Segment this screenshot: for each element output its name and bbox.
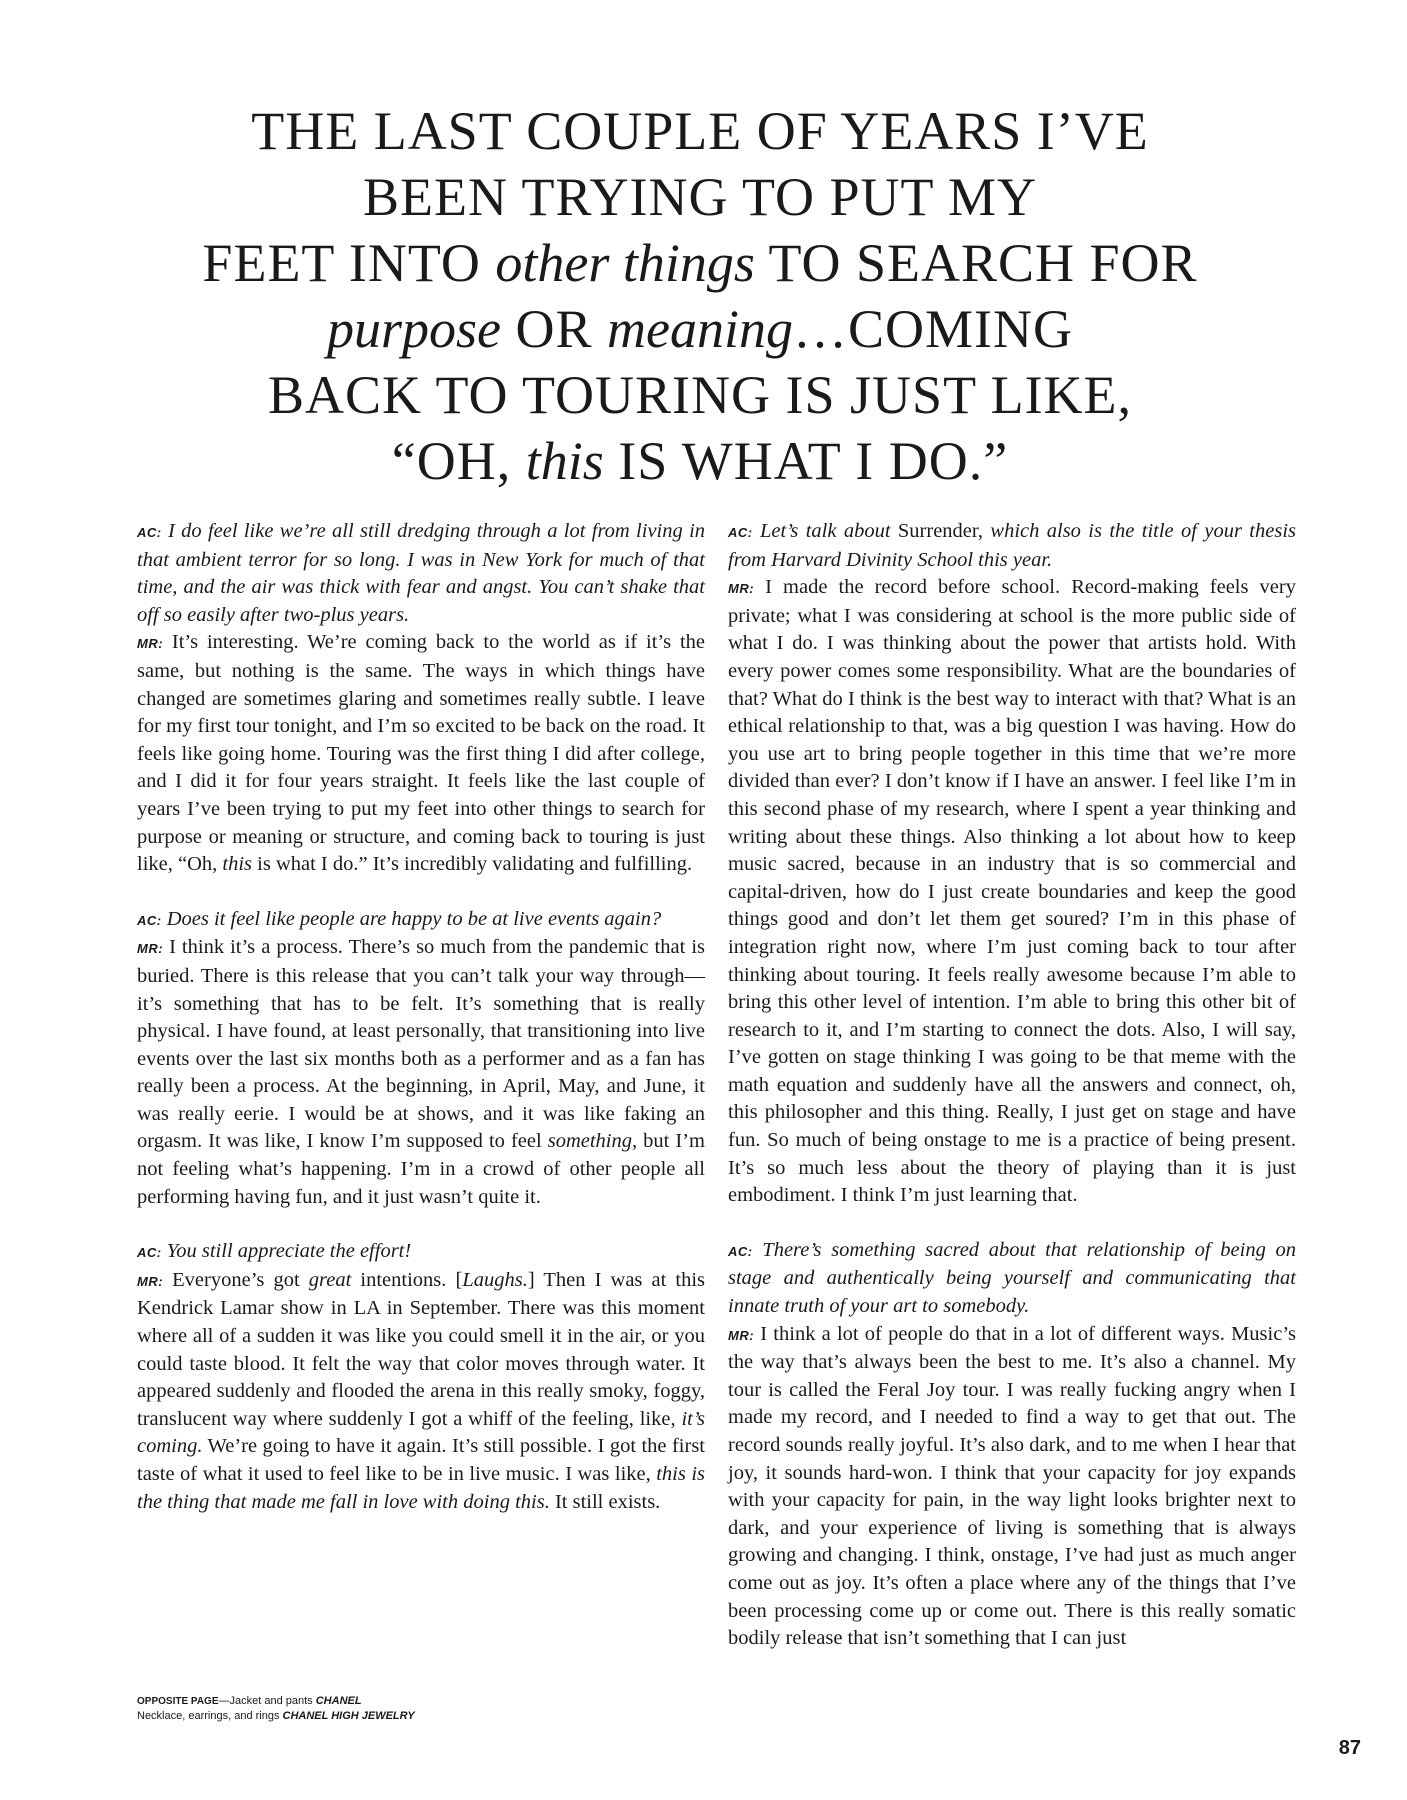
speaker-label-mr: MR: — [728, 581, 755, 597]
page-number: 87 — [1338, 1737, 1361, 1759]
answer-paragraph: MR: It’s interesting. We’re coming back to the world as if it’s the same, but nothing is the same. The ways in which things have changed are sometimes glaring and sometimes really subtle. I leave for my first tour tonight, and I’m so excited to be back on the road. It feels like going home. Touring was the first thing I did after college, and I did it for four years straight. It feels like the last couple of years I’ve been trying to put my feet into other things to search for purpose or meaning or structure, and coming back to touring is just like, “Oh, this is what I do.” It’s incredibly validating and fulfilling. — [137, 631, 705, 876]
pull-quote-line: FEET INTO other things TO SEARCH FOR — [202, 233, 1198, 293]
speaker-label-ac: AC: — [728, 525, 753, 540]
speaker-label-mr: MR: — [137, 1273, 164, 1289]
pull-quote-line: BACK TO TOURING IS JUST LIKE, — [267, 365, 1133, 425]
question-paragraph: AC: There’s something sacred about that relationship of being on stage and authentically being yourself and communicating that innate truth of your art to somebody. — [728, 1238, 1297, 1318]
pull-quote-line: “OH, this IS WHAT I DO.” — [391, 431, 1009, 491]
question-paragraph: AC: I do feel like we’re all still dredging through a lot from living in that ambient terror for so long. I was in New York for much of that time, and the air was thick with fear and angst. You can’t shake that off so easily after two-plus years. — [137, 520, 706, 626]
pull-quote — [160, 98, 1240, 494]
question-paragraph: AC: Let’s talk about Surrender, which also is the title of your thesis from Harvard Divinity School this year. — [728, 520, 1296, 571]
credit-line: OPPOSITE PAGE—Jacket and pants CHANEL — [137, 1695, 362, 1707]
speaker-label-mr: MR: — [728, 1327, 755, 1343]
answer-paragraph: MR: I think it’s a process. There’s so much from the pandemic that is buried. There is this release that you can’t talk your way through—it’s something that has to be felt. It’s something that is really physical. I have found, at least personally, that transitioning into live events over the last six months both as a performer and as a fan has really been a process. At the beginning, in April, May, and June, it was really eerie. I would be at shows, and it was like faking an orgasm. It was like, I know I’m supposed to feel something, but I’m not feeling what’s happening. I’m in a crowd of other people all performing having fun, and it just wasn’t quite it. — [137, 936, 705, 1208]
speaker-label-ac: AC: — [137, 525, 162, 540]
credit-line: Necklace, earrings, and rings CHANEL HIGH JEWELRY — [137, 1710, 415, 1722]
speaker-label-mr: MR: — [137, 636, 164, 652]
answer-paragraph: MR: I think a lot of people do that in a lot of different ways. Music’s the way that’s always been the best to me. It’s also a channel. My tour is called the Feral Joy tour. I was really fucking angry when I made my record, and I needed to find a way to get that out. The record sounds really joyful. It’s also dark, and to me when I hear that joy, it sounds hard-won. I think that your capacity for joy expands with your capacity for pain, in the way light looks brighter next to dark, and your experience of living is something that is always growing and changing. I think, onstage, I’ve had just as much anger come out as joy. It’s often a place where any of the things that I’ve been processing come up or come out. There is this really somatic bodily release that isn’t something that I can just — [728, 1322, 1297, 1650]
speaker-label-ac: AC: — [137, 1245, 162, 1261]
left-column — [137, 518, 705, 1516]
right-column — [728, 518, 1296, 1653]
question-paragraph: AC: Does it feel like people are happy to be at live events again? — [137, 907, 662, 930]
question-paragraph: AC: You still appreciate the effort! — [137, 1240, 412, 1263]
speaker-label-ac: AC: — [728, 1243, 753, 1259]
pull-quote-line: BEEN TRYING TO PUT MY — [362, 167, 1038, 227]
pull-quote-line: purpose OR meaning…COMING — [327, 299, 1073, 359]
pull-quote-line: THE LAST COUPLE OF YEARS I’VE — [251, 101, 1149, 161]
answer-paragraph: MR: I made the record before school. Record-making feels very private; what I was considering at school is the more public side of what I do. I was thinking about the power that artists hold. With every power comes some responsibility. What are the boundaries of that? What do I think is the best way to interact with that? What is an ethical relationship to that, was a big question I was having. How do you use art to bring people together in this time that we’re more divided than ever? I don’t know if I have an answer. I feel like I’m in this second phase of my research, where I spent a year thinking and writing about these things. Also thinking a lot about how to keep music sacred, because in an industry that is so commercial and capital-driven, how do I just create boundaries and keep the good things good and don’t let them get soured? I’m in this phase of integration right now, where I’m just coming back to tour after thinking about touring. It feels really awesome because I’m able to bring this other level of intention. I’m able to bring this other bit of research to it, and I’m starting to connect the dots. Also, I will say, I’ve gotten on stage thinking I was going to be that meme with the math equation and suddenly have all the answers and connect, oh, this philosopher and this thing. Really, I just get on stage and have fun. So much of being onstage to me is a practice of being present. It’s so much less about the theory of playing than it is just embodiment. I think I’m just learning that. — [728, 576, 1296, 1207]
photo-credits — [137, 1694, 415, 1724]
speaker-label-ac: AC: — [137, 912, 162, 928]
speaker-label-mr: MR: — [137, 941, 164, 957]
answer-paragraph: MR: Everyone’s got great intentions. [Laughs.] Then I was at this Kendrick Lamar show in LA in September. There was this moment where all of a sudden it was like you could smell it in the air, or you could taste blood. It felt the way that color moves through water. It appeared suddenly and flooded the arena in this really smoky, foggy, translucent way where suddenly I got a whiff of the feeling, like, it’s coming. We’re going to have it again. It’s still possible. I got the first taste of what it used to feel like to be in live music. I was like, this is the thing that made me fall in love with doing this. It still exists. — [137, 1268, 706, 1513]
